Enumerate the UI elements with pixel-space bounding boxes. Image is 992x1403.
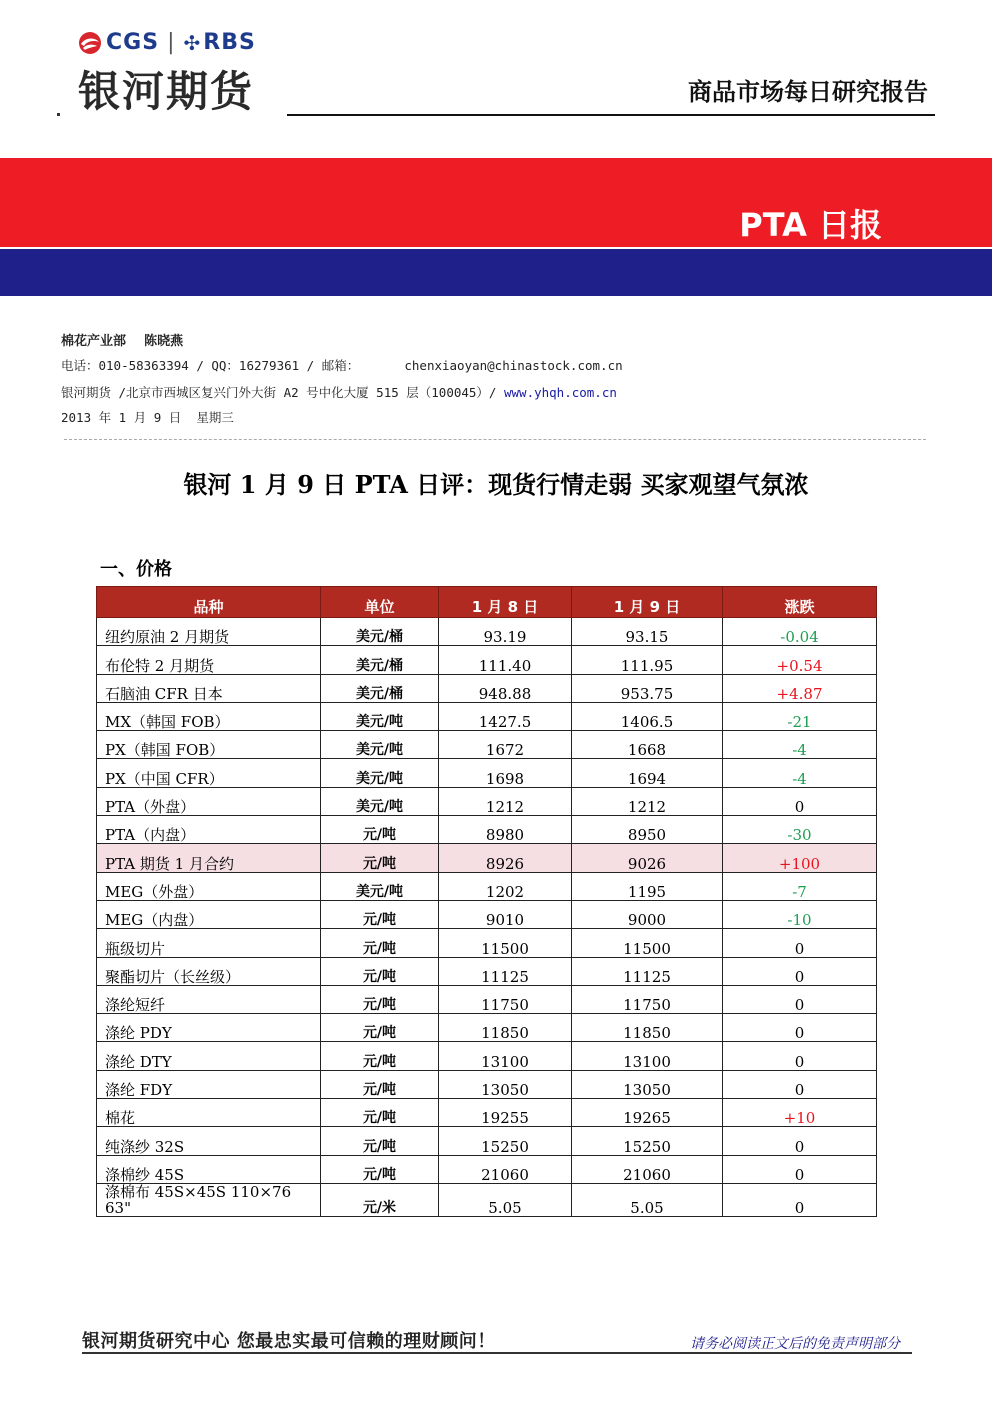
report-headline: 银河 1 月 9 日 PTA 日评：现货行情走弱 买家观望气氛浓 xyxy=(183,470,809,499)
cell-jan9: 19265 xyxy=(572,1099,723,1127)
contact-phone-email: 电话：010-58363394 / QQ：16279361 / 邮箱： chenxiaoyan@chinastock.com.cn xyxy=(61,358,623,373)
cell-jan8: 1427.5 xyxy=(439,702,572,730)
cell-change: +10 xyxy=(723,1099,877,1127)
table-row xyxy=(97,1127,877,1155)
banner-blue-band xyxy=(0,249,992,296)
logo-en xyxy=(78,30,256,55)
section-heading-price: 一、价格 xyxy=(100,559,172,580)
cell-change: -21 xyxy=(723,702,877,730)
cell-product: 涤棉纱 45S xyxy=(97,1155,321,1183)
cell-product: MX（韩国 FOB） xyxy=(97,702,321,730)
cell-jan9: 9000 xyxy=(572,900,723,928)
table-row xyxy=(97,816,877,844)
logo-cgs-text: CGS xyxy=(106,30,160,55)
banner-title: PTA 日报 xyxy=(739,206,882,244)
header-jan9: 1 月 9 日 xyxy=(572,587,723,618)
cell-jan8: 19255 xyxy=(439,1099,572,1127)
cell-change: 0 xyxy=(723,1127,877,1155)
cell-jan9: 1212 xyxy=(572,787,723,815)
cell-unit: 元/吨 xyxy=(321,1155,439,1183)
cell-change: 0 xyxy=(723,957,877,985)
cell-change: -7 xyxy=(723,872,877,900)
cell-unit: 美元/吨 xyxy=(321,702,439,730)
cell-jan9: 15250 xyxy=(572,1127,723,1155)
cell-product: PX（韩国 FOB） xyxy=(97,731,321,759)
cell-unit: 元/吨 xyxy=(321,900,439,928)
header-product: 品种 xyxy=(97,587,321,618)
price-table xyxy=(96,586,877,1217)
table-row xyxy=(97,957,877,985)
cell-change: -10 xyxy=(723,900,877,928)
cell-change: 0 xyxy=(723,985,877,1013)
table-row xyxy=(97,1155,877,1183)
cell-jan9: 1195 xyxy=(572,872,723,900)
header-jan8: 1 月 8 日 xyxy=(439,587,572,618)
cell-jan8: 93.19 xyxy=(439,618,572,646)
cell-jan9: 953.75 xyxy=(572,674,723,702)
cell-jan8: 5.05 xyxy=(439,1183,572,1216)
cell-unit: 元/吨 xyxy=(321,957,439,985)
cell-unit: 元/吨 xyxy=(321,816,439,844)
header-divider xyxy=(287,114,935,116)
table-row xyxy=(97,1070,877,1098)
cell-change: +0.54 xyxy=(723,646,877,674)
cell-change: -4 xyxy=(723,731,877,759)
header-unit: 单位 xyxy=(321,587,439,618)
cell-jan9: 11500 xyxy=(572,929,723,957)
cell-product: 布伦特 2 月期货 xyxy=(97,646,321,674)
cell-jan9: 1668 xyxy=(572,731,723,759)
cell-jan9: 8950 xyxy=(572,816,723,844)
cell-product: PTA（外盘） xyxy=(97,787,321,815)
cell-unit: 美元/桶 xyxy=(321,618,439,646)
cell-product: MEG（外盘） xyxy=(97,872,321,900)
report-date: 2013 年 1 月 9 日 星期三 xyxy=(61,410,234,425)
cell-jan8: 1698 xyxy=(439,759,572,787)
margin-dot xyxy=(57,113,60,116)
cell-product: MEG（内盘） xyxy=(97,900,321,928)
cell-jan8: 13050 xyxy=(439,1070,572,1098)
table-row xyxy=(97,872,877,900)
cell-product: 涤棉布 45S×45S 110×76 63" xyxy=(97,1183,321,1216)
cell-product: 涤纶 PDY xyxy=(97,1014,321,1042)
cell-change: 0 xyxy=(723,929,877,957)
cell-jan8: 9010 xyxy=(439,900,572,928)
footer-disclaimer: 请务必阅读正文后的免责声明部分 xyxy=(690,1336,900,1352)
cell-unit: 美元/吨 xyxy=(321,872,439,900)
cell-jan8: 11750 xyxy=(439,985,572,1013)
cell-change: +4.87 xyxy=(723,674,877,702)
table-row xyxy=(97,674,877,702)
cell-jan9: 9026 xyxy=(572,844,723,872)
table-row xyxy=(97,618,877,646)
cell-product: 石脑油 CFR 日本 xyxy=(97,674,321,702)
cell-product: 聚酯切片（长丝级） xyxy=(97,957,321,985)
cell-change: 0 xyxy=(723,1155,877,1183)
cell-jan9: 5.05 xyxy=(572,1183,723,1216)
cell-unit: 元/米 xyxy=(321,1183,439,1216)
cell-product: 纯涤纱 32S xyxy=(97,1127,321,1155)
report-type-title: 商品市场每日研究报告 xyxy=(688,78,928,106)
cell-change: 0 xyxy=(723,1014,877,1042)
table-row xyxy=(97,702,877,730)
cell-jan9: 111.95 xyxy=(572,646,723,674)
cell-product: 涤纶短纤 xyxy=(97,985,321,1013)
cell-jan9: 13100 xyxy=(572,1042,723,1070)
table-row xyxy=(97,1183,877,1216)
table-row xyxy=(97,900,877,928)
logo-separator: | xyxy=(167,30,176,55)
cell-jan8: 1212 xyxy=(439,787,572,815)
table-row xyxy=(97,646,877,674)
cell-product: 涤纶 FDY xyxy=(97,1070,321,1098)
galaxy-swirl-icon xyxy=(78,31,102,55)
company-address xyxy=(61,383,617,401)
cell-unit: 美元/吨 xyxy=(321,759,439,787)
cell-unit: 元/吨 xyxy=(321,1014,439,1042)
cell-unit: 元/吨 xyxy=(321,1099,439,1127)
table-row xyxy=(97,1014,877,1042)
cell-unit: 元/吨 xyxy=(321,1042,439,1070)
cell-change: -4 xyxy=(723,759,877,787)
dashed-divider xyxy=(64,439,926,440)
cell-jan9: 13050 xyxy=(572,1070,723,1098)
cell-unit: 美元/吨 xyxy=(321,787,439,815)
cell-change: 0 xyxy=(723,787,877,815)
cell-product: PTA（内盘） xyxy=(97,816,321,844)
rbs-daisy-icon: ✣ xyxy=(183,30,202,55)
header-change: 涨跌 xyxy=(723,587,877,618)
cell-jan8: 11125 xyxy=(439,957,572,985)
cell-jan8: 8980 xyxy=(439,816,572,844)
cell-jan9: 93.15 xyxy=(572,618,723,646)
cell-product: PTA 期货 1 月合约 xyxy=(97,844,321,872)
cell-jan9: 21060 xyxy=(572,1155,723,1183)
footer-divider xyxy=(82,1352,912,1354)
table-row xyxy=(97,929,877,957)
cell-jan8: 11850 xyxy=(439,1014,572,1042)
cell-jan8: 13100 xyxy=(439,1042,572,1070)
cell-jan9: 11850 xyxy=(572,1014,723,1042)
cell-product: 瓶级切片 xyxy=(97,929,321,957)
cell-product: 涤纶 DTY xyxy=(97,1042,321,1070)
table-row xyxy=(97,1099,877,1127)
cell-jan8: 111.40 xyxy=(439,646,572,674)
cell-jan8: 8926 xyxy=(439,844,572,872)
cell-change: 0 xyxy=(723,1183,877,1216)
cell-product: 棉花 xyxy=(97,1099,321,1127)
cell-product: PX（中国 CFR） xyxy=(97,759,321,787)
logo-chinese-name: 银河期货 xyxy=(78,67,255,116)
footer-slogan: 银河期货研究中心 您最忠实最可信赖的理财顾问！ xyxy=(82,1331,496,1352)
cell-jan9: 1694 xyxy=(572,759,723,787)
cell-change: -30 xyxy=(723,816,877,844)
cell-jan8: 1202 xyxy=(439,872,572,900)
cell-unit: 美元/桶 xyxy=(321,646,439,674)
table-row xyxy=(97,759,877,787)
address-text: 银河期货 /北京市西城区复兴门外大街 A2 号中化大厦 515 层（100045）/ xyxy=(61,385,504,400)
cell-jan8: 11500 xyxy=(439,929,572,957)
logo-rbs-text: RBS xyxy=(203,30,256,55)
cell-unit: 元/吨 xyxy=(321,929,439,957)
cell-jan8: 1672 xyxy=(439,731,572,759)
cell-change: 0 xyxy=(723,1042,877,1070)
author-line: 棉花产业部 陈晓燕 xyxy=(61,334,184,349)
table-row xyxy=(97,844,877,872)
table-header-row xyxy=(97,587,877,618)
cell-jan8: 21060 xyxy=(439,1155,572,1183)
cell-unit: 元/吨 xyxy=(321,985,439,1013)
cell-jan9: 11750 xyxy=(572,985,723,1013)
cell-jan9: 1406.5 xyxy=(572,702,723,730)
cell-unit: 元/吨 xyxy=(321,1070,439,1098)
cell-change: 0 xyxy=(723,1070,877,1098)
company-logo xyxy=(78,30,256,119)
cell-change: -0.04 xyxy=(723,618,877,646)
cell-jan8: 948.88 xyxy=(439,674,572,702)
cell-unit: 美元/桶 xyxy=(321,674,439,702)
table-row xyxy=(97,985,877,1013)
cell-jan9: 11125 xyxy=(572,957,723,985)
cell-unit: 元/吨 xyxy=(321,844,439,872)
cell-jan8: 15250 xyxy=(439,1127,572,1155)
table-row xyxy=(97,787,877,815)
table-row xyxy=(97,1042,877,1070)
website-link[interactable]: www.yhqh.com.cn xyxy=(504,385,617,400)
cell-change: +100 xyxy=(723,844,877,872)
table-row xyxy=(97,731,877,759)
cell-unit: 元/吨 xyxy=(321,1127,439,1155)
cell-product: 纽约原油 2 月期货 xyxy=(97,618,321,646)
cell-unit: 美元/吨 xyxy=(321,731,439,759)
